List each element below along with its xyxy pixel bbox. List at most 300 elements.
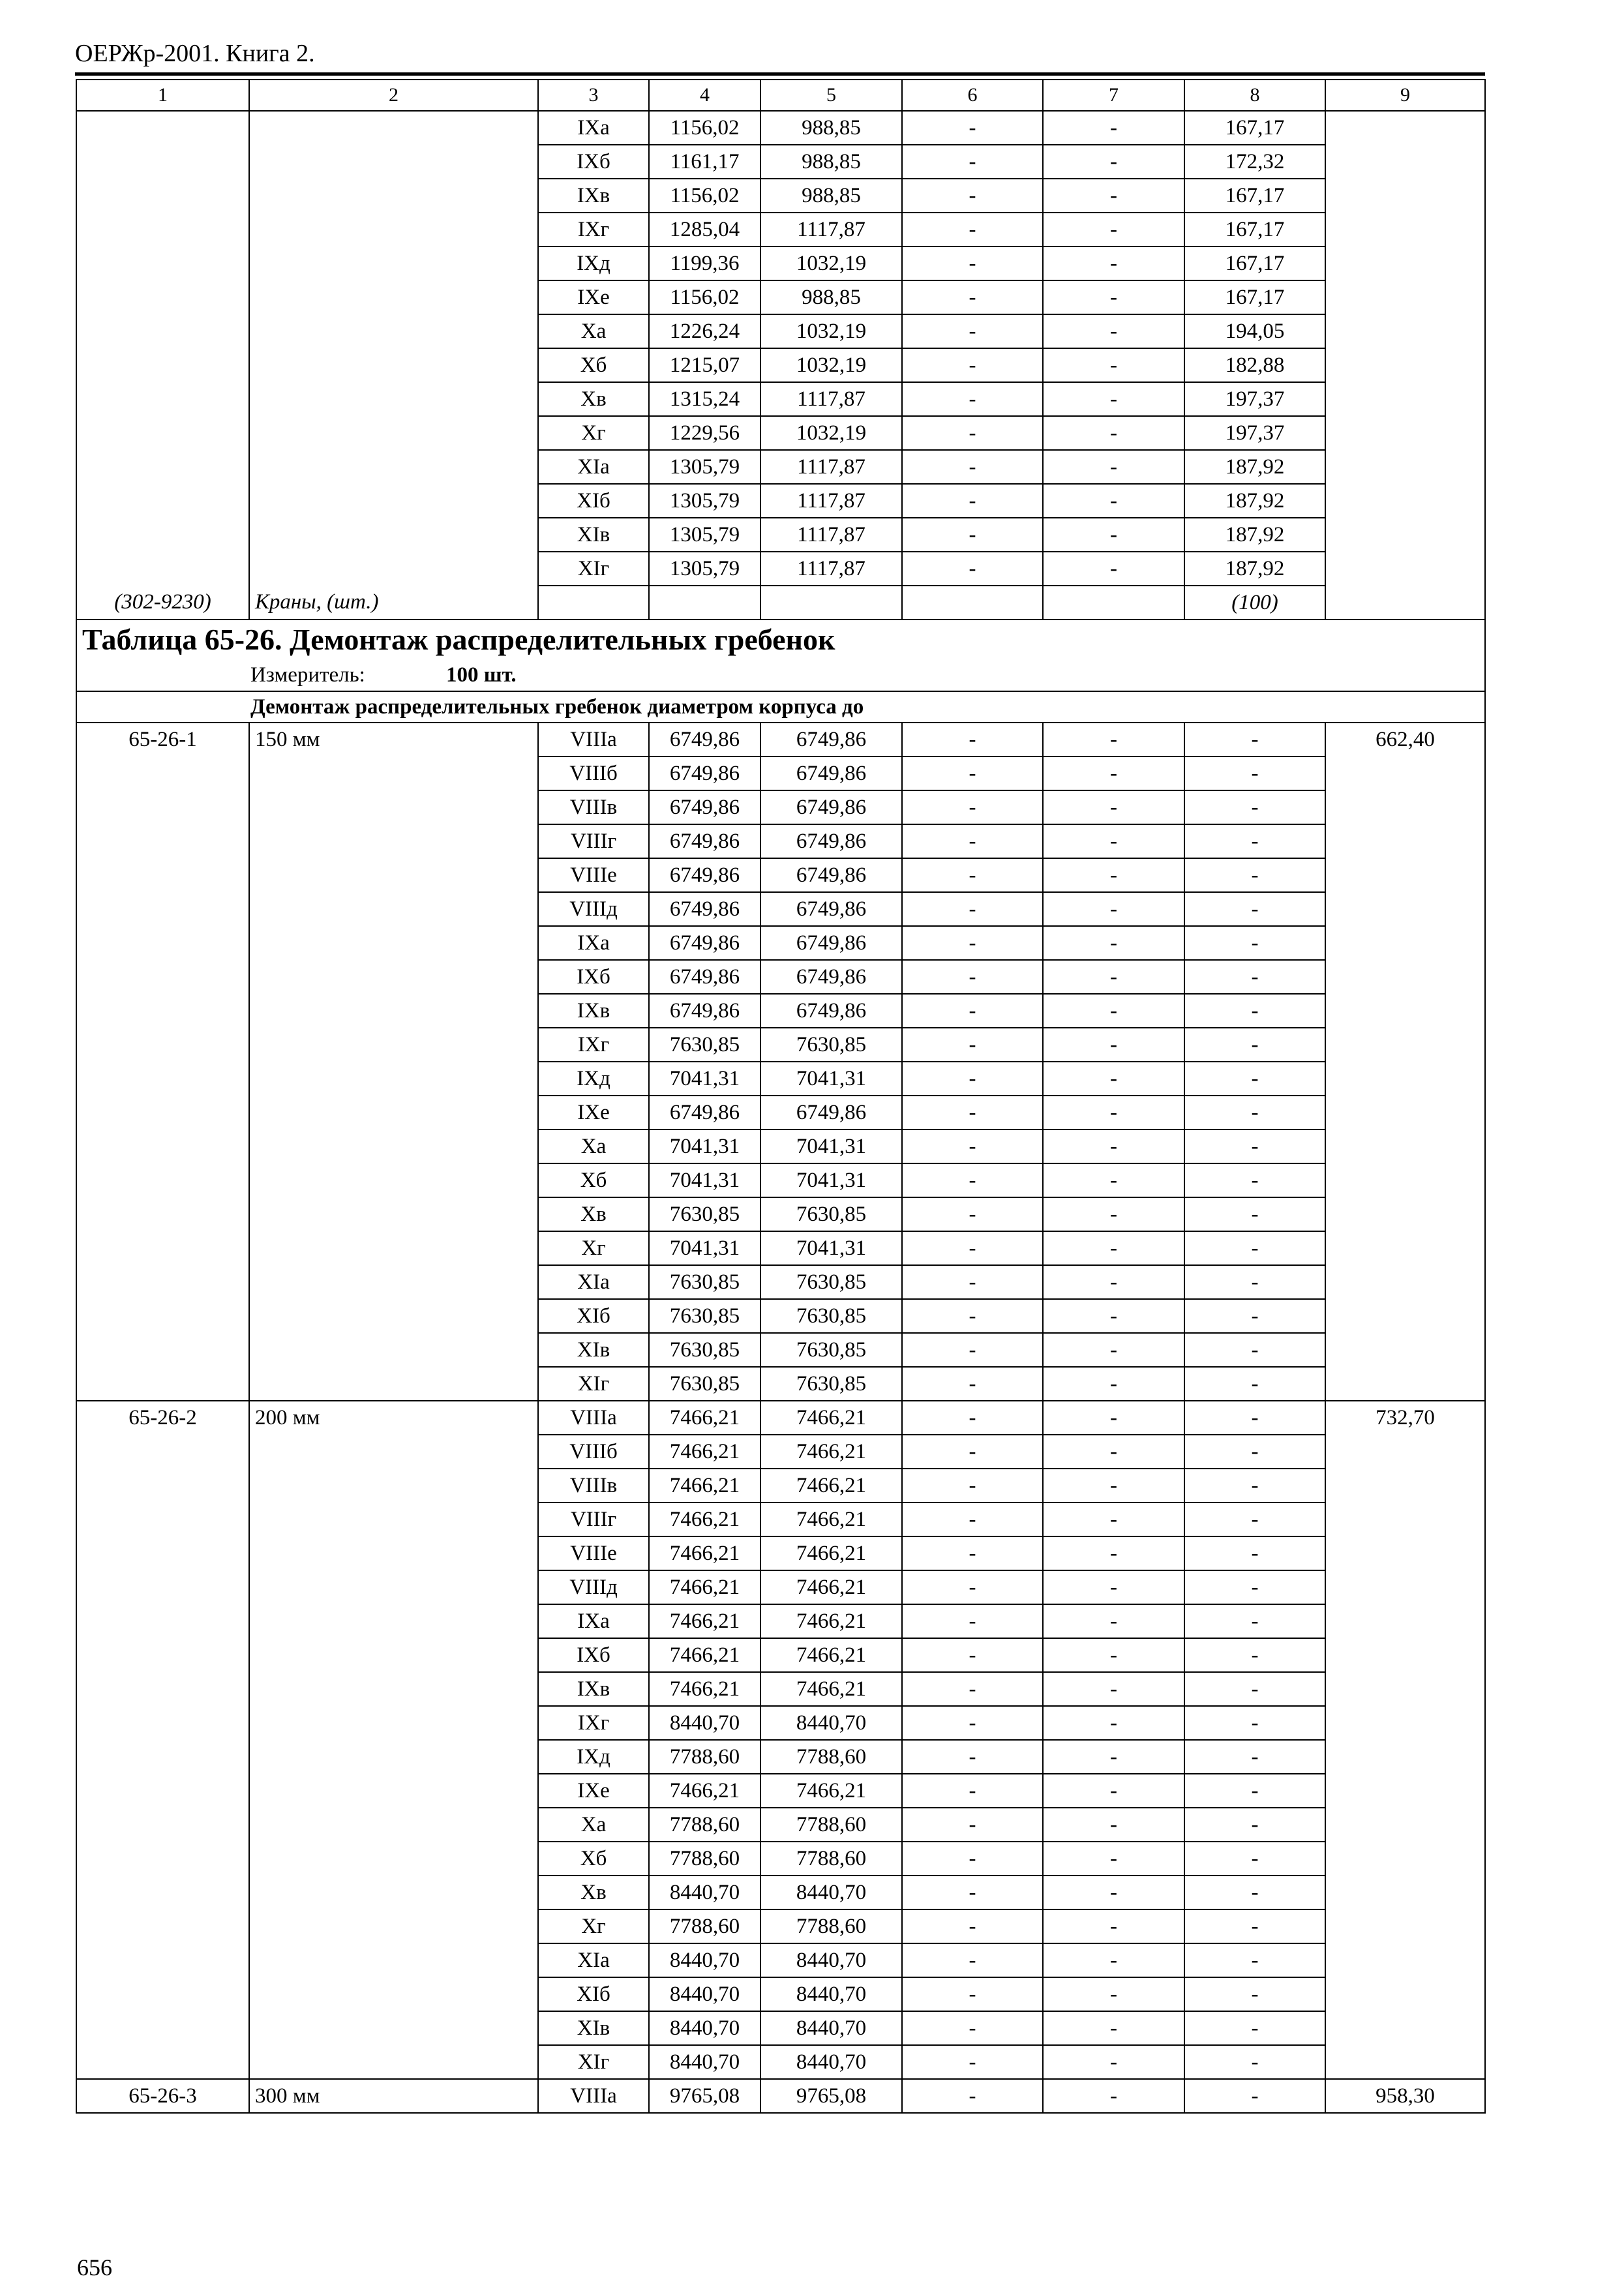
column-number: 4 — [649, 80, 760, 111]
value-cell: VIIIг — [538, 824, 649, 858]
empty-cell — [760, 586, 902, 620]
value-cell: 6749,86 — [760, 858, 902, 892]
table-row — [76, 1028, 1485, 1062]
value-cell: 7466,21 — [760, 1604, 902, 1638]
code-cell-empty — [76, 790, 249, 824]
value-cell: 6749,86 — [760, 790, 902, 824]
name-cell-empty — [249, 1842, 538, 1876]
value-cell: Xб — [538, 1842, 649, 1876]
value-cell: IXг — [538, 1028, 649, 1062]
value-cell: 7041,31 — [760, 1163, 902, 1197]
value-cell: Xв — [538, 1197, 649, 1231]
value-cell: 167,17 — [1184, 280, 1325, 314]
value-cell: XIг — [538, 2045, 649, 2079]
value-cell: IXе — [538, 1096, 649, 1130]
value-cell: - — [1184, 1536, 1325, 1570]
value-cell: - — [1043, 1367, 1184, 1401]
value-cell: 6749,86 — [760, 926, 902, 960]
value-cell: - — [1184, 1740, 1325, 1774]
table-row — [76, 1740, 1485, 1774]
value-cell: IXв — [538, 994, 649, 1028]
value-cell: - — [1184, 1062, 1325, 1096]
value-cell: XIа — [538, 1265, 649, 1299]
value-cell: 6749,86 — [649, 858, 760, 892]
name-cell-empty — [249, 824, 538, 858]
name-cell-empty — [249, 247, 538, 280]
col9-cell-empty — [1325, 518, 1485, 552]
name-cell-empty — [249, 382, 538, 416]
value-cell: - — [902, 892, 1043, 926]
value-cell: 1226,24 — [649, 314, 760, 348]
value-cell: - — [1043, 1604, 1184, 1638]
value-cell: - — [1043, 1672, 1184, 1706]
value-cell: 1032,19 — [760, 416, 902, 450]
value-cell: VIIIв — [538, 790, 649, 824]
value-cell: 7788,60 — [760, 1909, 902, 1943]
value-cell: - — [1043, 179, 1184, 213]
table-row — [76, 179, 1485, 213]
name-cell-empty — [249, 518, 538, 552]
value-cell: 6749,86 — [760, 723, 902, 756]
code-cell-empty — [76, 1435, 249, 1469]
value-cell: - — [1184, 756, 1325, 790]
table-row — [76, 1130, 1485, 1163]
name-cell-empty — [249, 1265, 538, 1299]
value-cell: - — [902, 280, 1043, 314]
col9-cell-empty — [1325, 926, 1485, 960]
subheading-cell — [76, 691, 1485, 723]
value-cell: - — [1043, 314, 1184, 348]
value-cell: - — [1184, 1876, 1325, 1909]
table-row — [76, 1977, 1485, 2011]
col9-cell-empty — [1325, 1299, 1485, 1333]
name-cell-empty — [249, 1469, 538, 1503]
name-cell-empty — [249, 213, 538, 247]
code-cell-empty — [76, 314, 249, 348]
value-cell: - — [1043, 1876, 1184, 1909]
value-cell: - — [902, 1706, 1043, 1740]
value-cell: Xа — [538, 1808, 649, 1842]
table-title: Таблица 65-26. Демонтаж распределительных гребенок — [82, 623, 835, 656]
col9-cell-empty — [1325, 756, 1485, 790]
table-row — [76, 2045, 1485, 2079]
value-cell: - — [1184, 994, 1325, 1028]
value-cell: 7630,85 — [760, 1367, 902, 1401]
value-cell: - — [1184, 1909, 1325, 1943]
value-cell: 7630,85 — [760, 1197, 902, 1231]
value-cell: - — [1043, 1096, 1184, 1130]
value-cell: - — [1184, 1469, 1325, 1503]
value-cell: - — [1184, 960, 1325, 994]
value-cell: 7466,21 — [649, 1604, 760, 1638]
table-row — [76, 790, 1485, 824]
value-cell: - — [1043, 213, 1184, 247]
value-cell: - — [902, 1943, 1043, 1977]
table-title-row — [76, 620, 1485, 691]
code-cell-empty — [76, 1876, 249, 1909]
value-cell: VIIIг — [538, 1503, 649, 1536]
col9-cell-empty — [1325, 1909, 1485, 1943]
code-cell-empty — [76, 1130, 249, 1163]
value-cell: - — [1043, 416, 1184, 450]
code-cell-empty — [76, 1503, 249, 1536]
name-cell-empty — [249, 1096, 538, 1130]
name-cell-empty — [249, 1028, 538, 1062]
value-cell: - — [1043, 1231, 1184, 1265]
value-cell: 7788,60 — [760, 1740, 902, 1774]
value-cell: VIIIб — [538, 756, 649, 790]
value-cell: 7466,21 — [760, 1536, 902, 1570]
item-name: 200 мм — [249, 1401, 538, 1435]
value-cell: - — [902, 994, 1043, 1028]
value-cell: - — [1043, 484, 1184, 518]
value-cell: - — [1043, 1062, 1184, 1096]
name-cell-empty — [249, 348, 538, 382]
code-cell-empty — [76, 858, 249, 892]
value-cell: 1305,79 — [649, 552, 760, 586]
value-cell: VIIIа — [538, 1401, 649, 1435]
value-cell: VIIIд — [538, 892, 649, 926]
value-cell: - — [1043, 1536, 1184, 1570]
value-cell: Xв — [538, 382, 649, 416]
empty-cell — [538, 586, 649, 620]
value-cell: - — [1043, 111, 1184, 145]
value-cell: - — [1184, 1163, 1325, 1197]
value-cell: - — [902, 1909, 1043, 1943]
table-row — [76, 1876, 1485, 1909]
value-cell: - — [1184, 1096, 1325, 1130]
table-row — [76, 280, 1485, 314]
name-cell-empty — [249, 1570, 538, 1604]
col9-cell-empty — [1325, 280, 1485, 314]
value-cell: 187,92 — [1184, 450, 1325, 484]
item-col9: 958,30 — [1325, 2079, 1485, 2113]
value-cell: 6749,86 — [760, 892, 902, 926]
code-cell-empty — [76, 1096, 249, 1130]
column-number: 5 — [760, 80, 902, 111]
value-cell: - — [902, 960, 1043, 994]
value-cell: 8440,70 — [649, 2045, 760, 2079]
col9-cell-empty — [1325, 790, 1485, 824]
value-cell: 1305,79 — [649, 518, 760, 552]
value-cell: 7788,60 — [649, 1808, 760, 1842]
table-row — [76, 382, 1485, 416]
value-cell: XIв — [538, 518, 649, 552]
column-number: 6 — [902, 80, 1043, 111]
empty-cell — [902, 586, 1043, 620]
value-cell: 6749,86 — [760, 1096, 902, 1130]
value-cell: - — [902, 1536, 1043, 1570]
header-rule — [75, 72, 1485, 76]
value-cell: Xб — [538, 1163, 649, 1197]
value-cell: - — [902, 314, 1043, 348]
col9-cell-empty — [1325, 824, 1485, 858]
name-cell-empty — [249, 111, 538, 145]
name-cell-empty — [249, 790, 538, 824]
table-title-cell — [76, 620, 1485, 691]
table-row — [76, 1943, 1485, 1977]
value-cell: - — [1184, 1333, 1325, 1367]
name-cell-empty — [249, 960, 538, 994]
value-cell: 1285,04 — [649, 213, 760, 247]
code-cell-empty — [76, 1367, 249, 1401]
value-cell: - — [902, 1469, 1043, 1503]
value-cell: 7466,21 — [760, 1401, 902, 1435]
column-number: 2 — [249, 80, 538, 111]
name-cell-empty — [249, 1740, 538, 1774]
name-cell-empty — [249, 1977, 538, 2011]
value-cell: VIIIв — [538, 1469, 649, 1503]
code-cell-empty — [76, 450, 249, 484]
value-cell: 7466,21 — [760, 1469, 902, 1503]
code-cell-empty — [76, 348, 249, 382]
value-cell: 6749,86 — [649, 824, 760, 858]
value-cell: 7466,21 — [760, 1672, 902, 1706]
value-cell: Xб — [538, 348, 649, 382]
value-cell: - — [1043, 824, 1184, 858]
value-cell: - — [1043, 1638, 1184, 1672]
value-cell: - — [902, 1096, 1043, 1130]
value-cell: 1305,79 — [649, 484, 760, 518]
value-cell: - — [1184, 1774, 1325, 1808]
name-cell-empty — [249, 1231, 538, 1265]
value-cell: 7630,85 — [649, 1299, 760, 1333]
value-cell: 6749,86 — [649, 756, 760, 790]
col9-cell-empty — [1325, 960, 1485, 994]
value-cell: - — [1184, 1435, 1325, 1469]
col9-cell-empty — [1325, 382, 1485, 416]
value-cell: 8440,70 — [760, 1977, 902, 2011]
rates-table — [76, 79, 1486, 2114]
value-cell: 1156,02 — [649, 280, 760, 314]
value-cell: 1156,02 — [649, 111, 760, 145]
name-cell-empty — [249, 1876, 538, 1909]
table-row — [76, 926, 1485, 960]
value-cell: 7466,21 — [649, 1672, 760, 1706]
value-cell: IXа — [538, 926, 649, 960]
table-row — [76, 450, 1485, 484]
value-cell: 6749,86 — [649, 790, 760, 824]
value-cell: 6749,86 — [760, 994, 902, 1028]
value-cell: 187,92 — [1184, 552, 1325, 586]
code-cell-empty — [76, 1604, 249, 1638]
value-cell: - — [902, 1401, 1043, 1435]
code-cell-empty — [76, 2011, 249, 2045]
name-cell-empty — [249, 1604, 538, 1638]
value-cell: - — [902, 2011, 1043, 2045]
name-cell-empty — [249, 179, 538, 213]
code-cell-empty — [76, 1909, 249, 1943]
value-cell: - — [1043, 1265, 1184, 1299]
name-cell-empty — [249, 1299, 538, 1333]
value-cell: - — [1184, 1265, 1325, 1299]
column-number: 8 — [1184, 80, 1325, 111]
table-row — [76, 1435, 1485, 1469]
value-cell: 8440,70 — [760, 2045, 902, 2079]
value-cell: - — [902, 1638, 1043, 1672]
code-cell-empty — [76, 926, 249, 960]
value-cell: 1305,79 — [649, 450, 760, 484]
col9-cell-empty — [1325, 1672, 1485, 1706]
value-cell: - — [1043, 1740, 1184, 1774]
value-cell: IXб — [538, 145, 649, 179]
value-cell: - — [902, 1604, 1043, 1638]
value-cell: 7630,85 — [760, 1333, 902, 1367]
code-cell-empty — [76, 1774, 249, 1808]
value-cell: XIв — [538, 1333, 649, 1367]
col9-cell-empty — [1325, 1333, 1485, 1367]
code-cell-empty — [76, 1638, 249, 1672]
col9-cell-empty — [1325, 1808, 1485, 1842]
value-cell: - — [1043, 1028, 1184, 1062]
name-cell-empty — [249, 1536, 538, 1570]
value-cell: - — [1043, 1774, 1184, 1808]
value-cell: - — [902, 1808, 1043, 1842]
value-cell: - — [1184, 926, 1325, 960]
value-cell: 7630,85 — [760, 1265, 902, 1299]
table-row — [76, 484, 1485, 518]
value-cell: - — [1043, 1197, 1184, 1231]
value-cell: 7788,60 — [649, 1842, 760, 1876]
code-cell-empty — [76, 111, 249, 145]
value-cell: - — [902, 484, 1043, 518]
col9-cell-empty — [1325, 1367, 1485, 1401]
code-cell-empty — [76, 892, 249, 926]
value-cell: - — [1043, 2079, 1184, 2113]
value-cell: 7788,60 — [760, 1842, 902, 1876]
value-cell: - — [1184, 1197, 1325, 1231]
code-cell-empty — [76, 1231, 249, 1265]
value-cell: - — [1184, 1604, 1325, 1638]
value-cell: - — [902, 1503, 1043, 1536]
col9-cell-empty — [1325, 858, 1485, 892]
column-number: 7 — [1043, 80, 1184, 111]
code-cell-empty — [76, 1570, 249, 1604]
name-cell-empty — [249, 1435, 538, 1469]
code-cell-empty — [76, 1740, 249, 1774]
value-cell: 988,85 — [760, 145, 902, 179]
value-cell: - — [1184, 2045, 1325, 2079]
running-header: ОЕРЖр-2001. Книга 2. — [75, 40, 315, 67]
value-cell: - — [1043, 926, 1184, 960]
value-cell: IXв — [538, 179, 649, 213]
value-cell: 1032,19 — [760, 247, 902, 280]
value-cell: - — [902, 1028, 1043, 1062]
resource-row — [76, 586, 1485, 620]
value-cell: - — [902, 1367, 1043, 1401]
value-cell: - — [1184, 1130, 1325, 1163]
item-col9: 732,70 — [1325, 1401, 1485, 1435]
value-cell: - — [1043, 2011, 1184, 2045]
value-cell: IXг — [538, 1706, 649, 1740]
table-row — [76, 518, 1485, 552]
value-cell: - — [1184, 1672, 1325, 1706]
value-cell: - — [1043, 790, 1184, 824]
value-cell: 7788,60 — [760, 1808, 902, 1842]
value-cell: 7041,31 — [649, 1062, 760, 1096]
table-row — [76, 1096, 1485, 1130]
value-cell: 7630,85 — [760, 1028, 902, 1062]
value-cell: - — [1184, 1231, 1325, 1265]
value-cell: 1117,87 — [760, 552, 902, 586]
value-cell: - — [1043, 247, 1184, 280]
code-cell-empty — [76, 1536, 249, 1570]
table-row — [76, 1570, 1485, 1604]
value-cell: - — [902, 2079, 1043, 2113]
value-cell: IXа — [538, 1604, 649, 1638]
value-cell: - — [902, 111, 1043, 145]
value-cell: 8440,70 — [649, 1706, 760, 1740]
value-cell: 8440,70 — [760, 2011, 902, 2045]
name-cell-empty — [249, 1197, 538, 1231]
value-cell: XIб — [538, 1299, 649, 1333]
value-cell: - — [902, 247, 1043, 280]
value-cell: - — [1184, 858, 1325, 892]
value-cell: 8440,70 — [760, 1943, 902, 1977]
value-cell: 8440,70 — [649, 2011, 760, 2045]
value-cell: - — [1184, 1028, 1325, 1062]
code-cell-empty — [76, 1062, 249, 1096]
name-cell-empty — [249, 1367, 538, 1401]
col9-cell-empty — [1325, 1435, 1485, 1469]
value-cell: - — [1043, 1130, 1184, 1163]
value-cell: - — [1184, 1808, 1325, 1842]
table-row — [76, 994, 1485, 1028]
value-cell: 187,92 — [1184, 518, 1325, 552]
col9-cell-empty — [1325, 484, 1485, 518]
code-cell-empty — [76, 1706, 249, 1740]
col9-cell-empty — [1325, 1130, 1485, 1163]
value-cell: 9765,08 — [649, 2079, 760, 2113]
value-cell: - — [1043, 1943, 1184, 1977]
value-cell: 7788,60 — [649, 1740, 760, 1774]
value-cell: Xа — [538, 1130, 649, 1163]
name-cell-empty — [249, 2045, 538, 2079]
value-cell: - — [1184, 1638, 1325, 1672]
column-number: 1 — [76, 80, 249, 111]
value-cell: - — [1043, 1909, 1184, 1943]
measure-line — [82, 659, 1479, 691]
resource-code: (302-9230) — [76, 586, 249, 620]
table-row — [76, 960, 1485, 994]
item-code: 65-26-1 — [76, 723, 249, 756]
value-cell: IXв — [538, 1672, 649, 1706]
table-row — [76, 1774, 1485, 1808]
col9-cell-empty — [1325, 586, 1485, 620]
value-cell: 8440,70 — [760, 1876, 902, 1909]
value-cell: - — [1043, 145, 1184, 179]
table-row — [76, 1299, 1485, 1333]
table-row — [76, 416, 1485, 450]
value-cell: - — [1043, 1977, 1184, 2011]
value-cell: XIв — [538, 2011, 649, 2045]
table-row — [76, 1367, 1485, 1401]
value-cell: - — [902, 1231, 1043, 1265]
resource-name: Краны, (шт.) — [249, 586, 538, 620]
value-cell: 1315,24 — [649, 382, 760, 416]
item-code: 65-26-2 — [76, 1401, 249, 1435]
name-cell-empty — [249, 450, 538, 484]
col9-cell-empty — [1325, 552, 1485, 586]
value-cell: - — [1043, 1842, 1184, 1876]
col9-cell-empty — [1325, 1231, 1485, 1265]
value-cell: 1117,87 — [760, 213, 902, 247]
value-cell: 197,37 — [1184, 382, 1325, 416]
value-cell: - — [1184, 1842, 1325, 1876]
value-cell: - — [1184, 1401, 1325, 1435]
value-cell: 6749,86 — [649, 892, 760, 926]
table-row — [76, 1401, 1485, 1435]
